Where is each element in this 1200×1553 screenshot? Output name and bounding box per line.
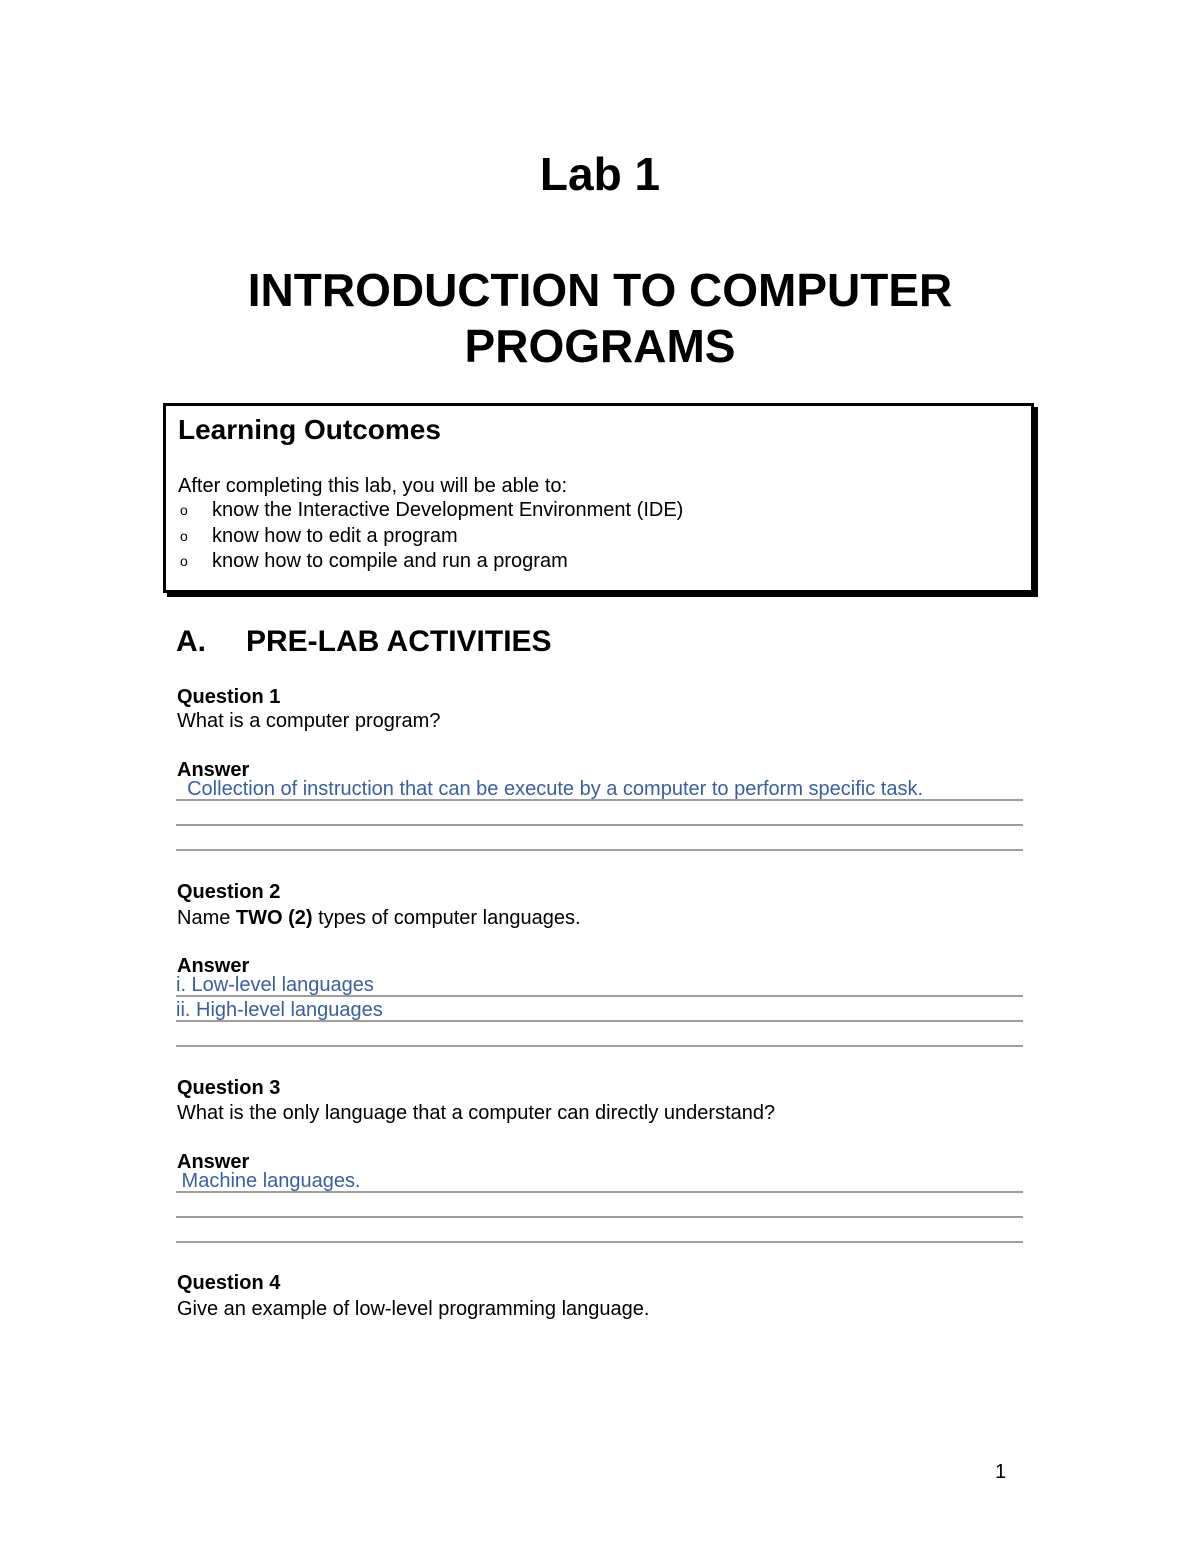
list-item-text: know how to edit a program [212,524,458,547]
question-4-text: Give an example of low-level programming language. [177,1298,650,1320]
question-1-answer-line-3[interactable] [176,828,1023,851]
circle-bullet-icon: o [180,553,188,569]
question-2-text-start: Name [177,907,236,929]
page-number: 1 [995,1461,1007,1483]
question-2-answer-label: Answer [177,955,250,977]
question-2-answer-line-2[interactable]: ii. High-level languages [176,999,1023,1022]
question-2-label: Question 2 [177,881,281,903]
list-item-text: know the Interactive Development Environment (IDE) [212,499,684,521]
section-heading [176,625,552,659]
question-2-text-emphasis: TWO (2) [235,907,313,929]
question-3-text: What is the only language that a computer can directly understand? [177,1102,776,1124]
question-3-answer-line-3[interactable] [176,1220,1023,1243]
learning-outcomes-list [178,498,683,575]
question-1-answer-line-2[interactable] [176,803,1023,826]
list-item [178,549,683,575]
learning-outcomes-box [163,403,1034,593]
question-2-text [177,906,581,930]
question-4-label: Question 4 [177,1272,281,1294]
question-1-answer-label: Answer [177,759,250,781]
question-3-answer-label: Answer [177,1151,250,1173]
question-1-text: What is a computer program? [177,710,441,732]
learning-outcomes-heading: Learning Outcomes [178,414,441,445]
document-title-line-1: INTRODUCTION TO COMPUTER [247,264,953,316]
question-3-answer-line-2[interactable] [176,1195,1023,1218]
list-item-text: know how to compile and run a program [212,550,568,572]
section-letter: A. [176,625,206,658]
question-2-answer-line-1[interactable]: i. Low-level languages [176,974,1023,997]
list-item [178,524,683,550]
document-title [0,262,1200,374]
question-2-text-end: types of computer languages. [312,907,581,929]
list-item [178,498,683,524]
question-1-answer-line-1[interactable]: Collection of instruction that can be execute by a computer to perform specific task. [176,778,1023,801]
circle-bullet-icon: o [180,502,188,518]
question-2-answer-line-3[interactable] [176,1024,1023,1047]
lab-title: Lab 1 [539,148,661,200]
section-title: PRE-LAB ACTIVITIES [246,625,552,658]
learning-outcomes-intro: After completing this lab, you will be able to: [178,475,568,497]
circle-bullet-icon: o [180,527,188,544]
question-1-label: Question 1 [177,686,281,708]
question-3-answer-line-1[interactable]: Machine languages. [176,1170,1023,1193]
question-3-label: Question 3 [177,1077,281,1099]
document-title-line-2: PROGRAMS [464,320,736,372]
